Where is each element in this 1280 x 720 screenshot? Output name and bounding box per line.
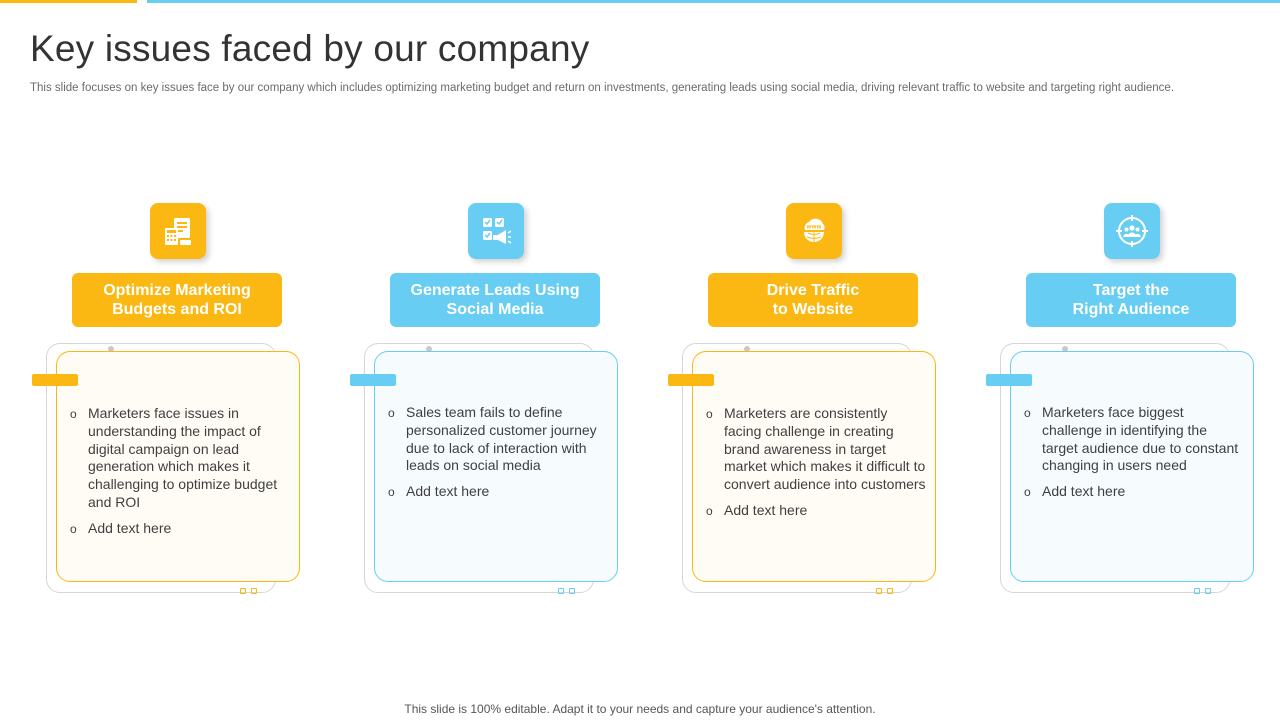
list-item: o Sales team fails to define personalized customer journey due to lack of interaction with leads on social media — [388, 404, 608, 475]
card-tab — [32, 374, 78, 386]
calculator-budget-icon — [150, 203, 206, 259]
issue-card-budget — [46, 200, 306, 600]
card-bullet-list — [1024, 404, 1244, 509]
list-item: o Marketers face issues in understanding the impact of digital campaign on lead generation which makes it challenging to optimize budget and ROI — [70, 405, 290, 512]
list-item: o Add text here — [1024, 483, 1244, 501]
list-item: o Add text here — [706, 502, 926, 520]
card-heading: Target the Right Audience — [1026, 273, 1236, 327]
issue-card-social-leads — [364, 200, 624, 600]
list-item: o Marketers are consistently facing challenge in creating brand awareness in target market which makes it difficult to convert audience into customers — [706, 405, 926, 494]
card-tab — [668, 374, 714, 386]
card-heading: Generate Leads Using Social Media — [390, 273, 600, 327]
top-accent-orange — [0, 0, 137, 3]
issue-card-traffic — [682, 200, 942, 600]
top-accent-blue — [147, 0, 1280, 3]
corner-dots — [558, 588, 575, 594]
issue-card-target-audience — [1000, 200, 1260, 600]
card-tab — [350, 374, 396, 386]
list-item: o Marketers face biggest challenge in identifying the target audience due to constant changing in users need — [1024, 404, 1244, 475]
www-cloud-globe-icon — [786, 203, 842, 259]
card-bullet-list — [70, 405, 290, 546]
card-heading: Drive Traffic to Website — [708, 273, 918, 327]
corner-dots — [1194, 588, 1211, 594]
slide-title: Key issues faced by our company — [30, 28, 590, 69]
corner-dots — [240, 588, 257, 594]
card-bullet-list — [706, 405, 926, 528]
card-tab — [986, 374, 1032, 386]
list-item: o Add text here — [70, 520, 290, 538]
slide-footer: This slide is 100% editable. Adapt it to your needs and capture your audience's attention. — [404, 702, 876, 716]
corner-dots — [876, 588, 893, 594]
list-item: o Add text here — [388, 483, 608, 501]
social-megaphone-icon — [468, 203, 524, 259]
svg-text:WWW: WWW — [806, 225, 822, 231]
target-audience-icon — [1104, 203, 1160, 259]
slide-subtitle: This slide focuses on key issues face by our company which includes optimizing marketing budget and return on investments, generating leads using social media, driving relevant traffic to website and targeting right audience. — [30, 82, 1175, 94]
card-bullet-list — [388, 404, 608, 509]
card-heading: Optimize Marketing Budgets and ROI — [72, 273, 282, 327]
